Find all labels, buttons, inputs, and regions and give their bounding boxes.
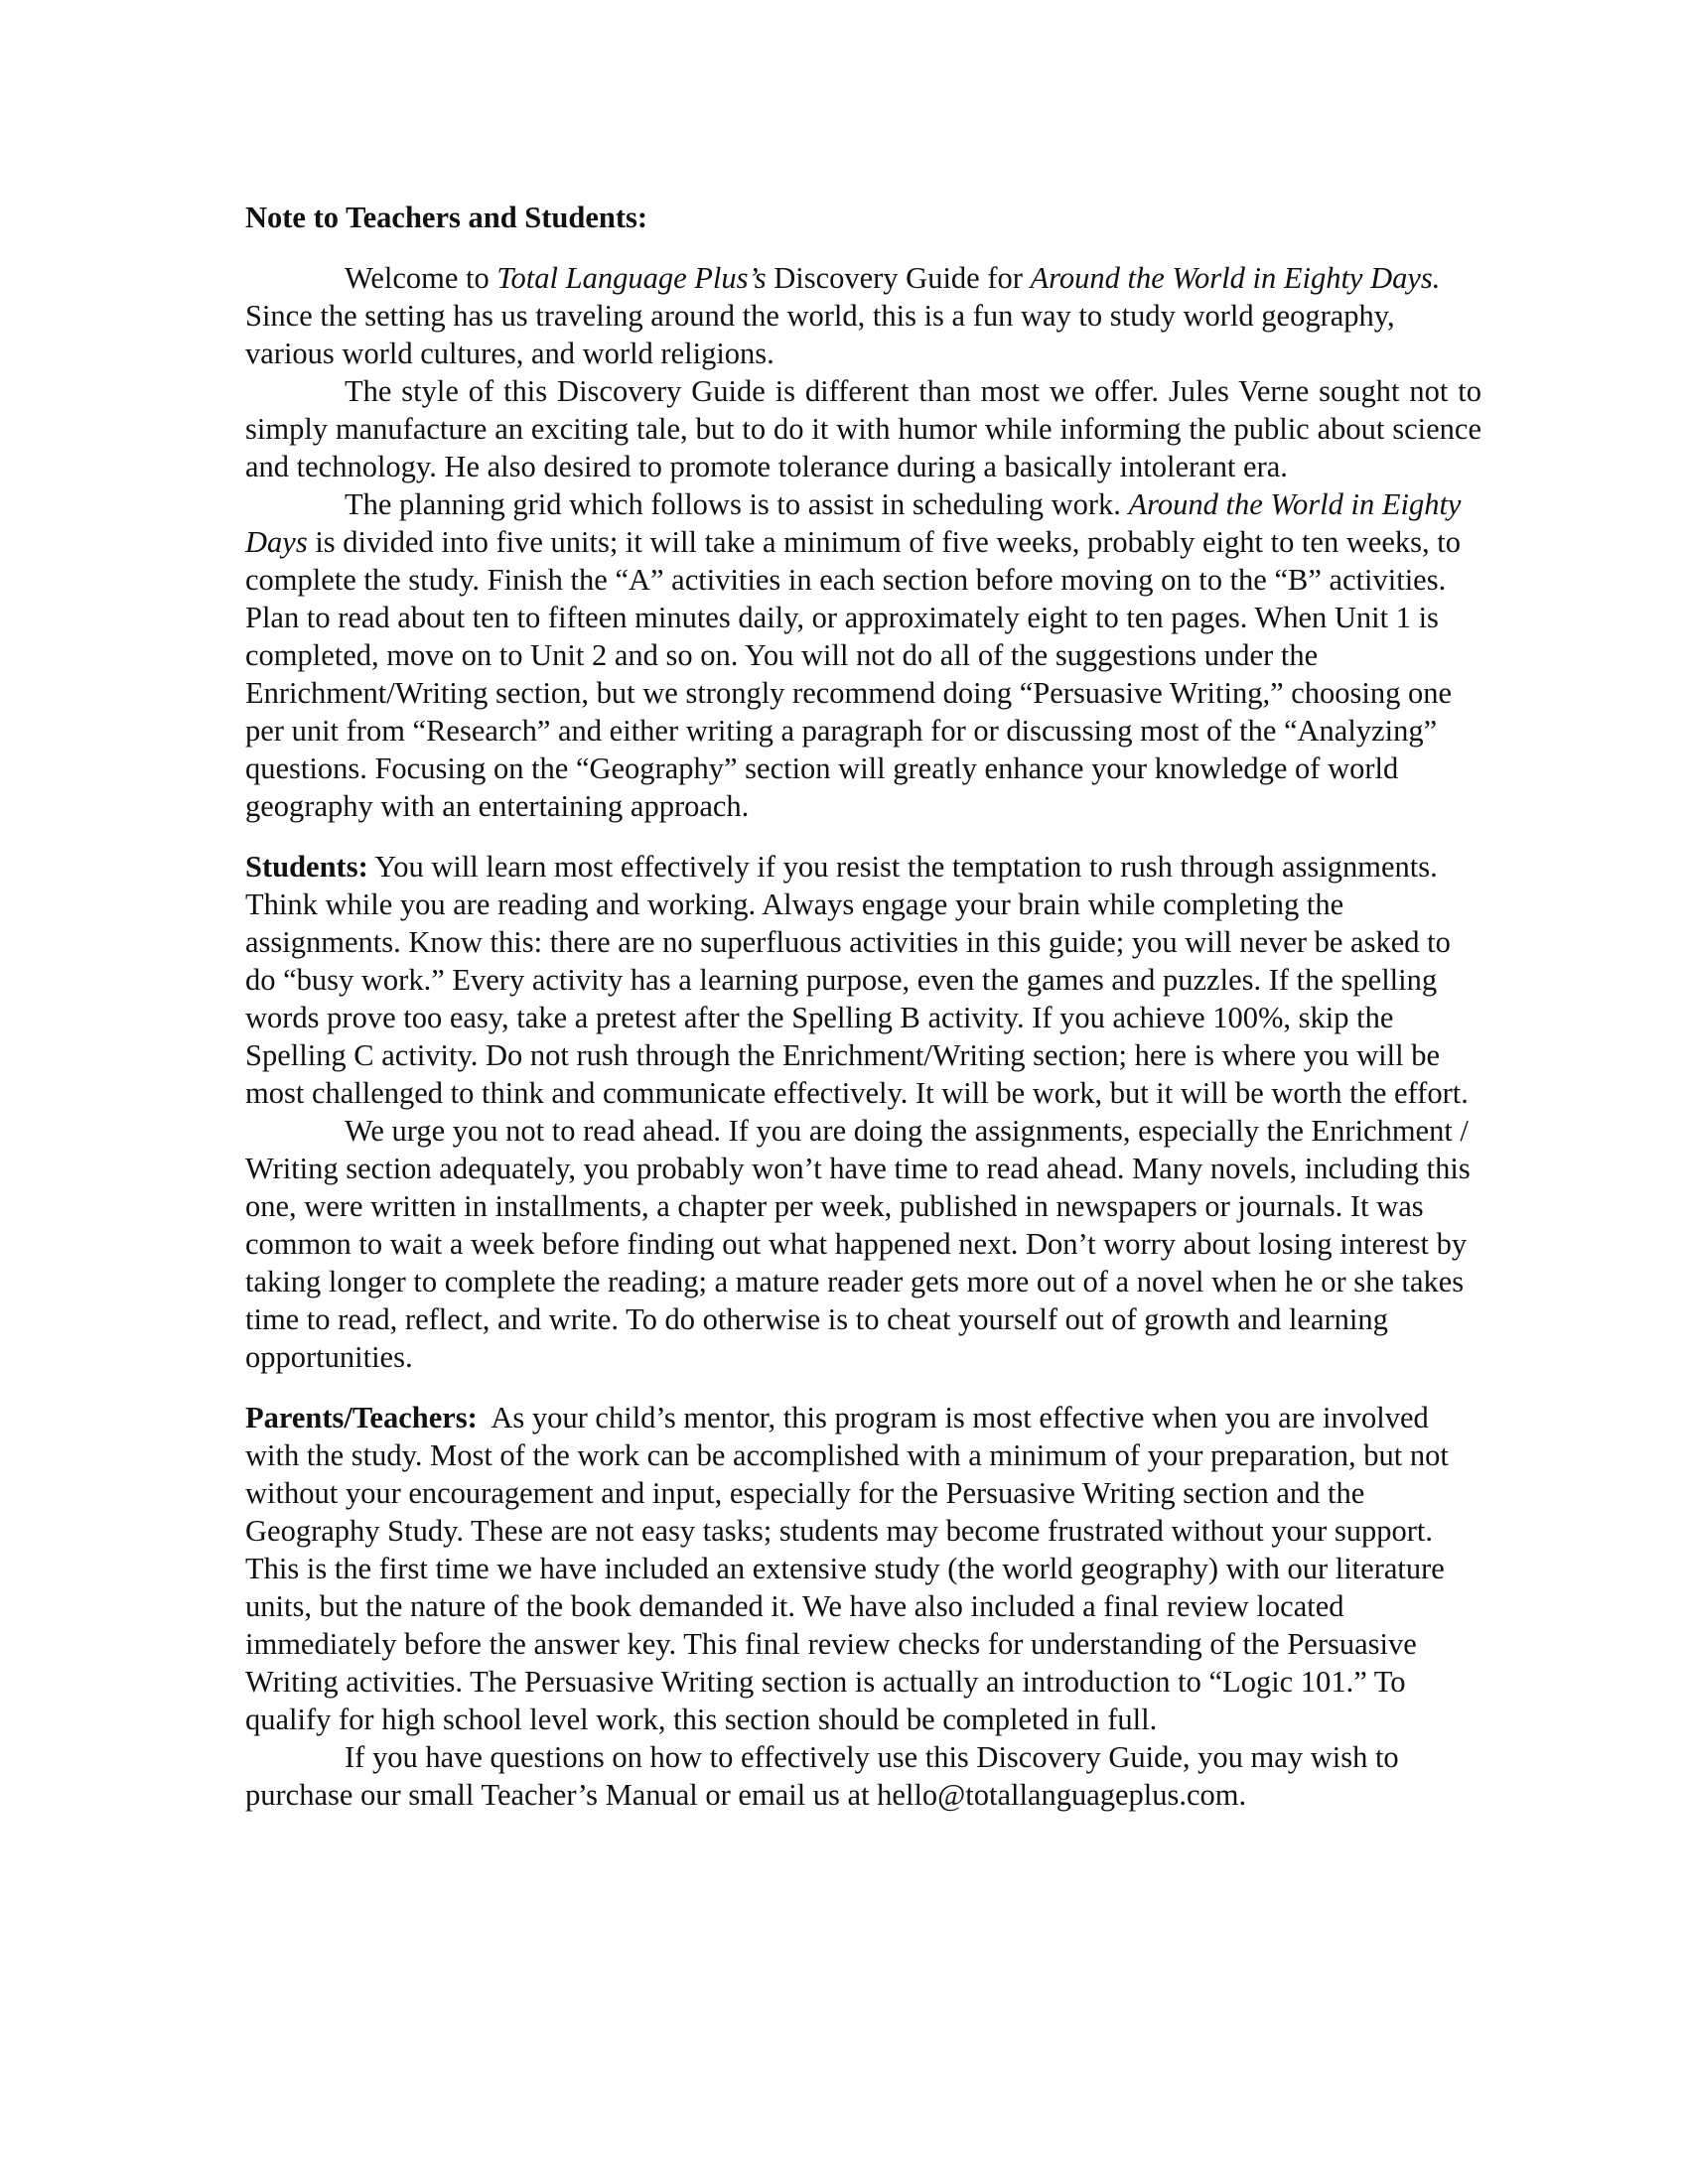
intro-paragraph-2: The style of this Discovery Guide is different than most we offer. Jules Verne sought not to simply manufacture an exciting tale, but to do it with humor while informing the public about science and technology. He also desired to promote tolerance during a basically intolerant era.: [245, 374, 1481, 483]
intro-p3-book-title: Around the World in Eighty Days: [245, 487, 1462, 559]
students-paragraph-2: We urge you not to read ahead. If you are doing the assignments, especially the Enrichment / Writing section adequately, you probably won’t have time to read ahead. Many novels, including this one, were written in installments, a chapter per week, published in newspapers or journals. It was common to wait a week before finding out what happened next. Don’t worry about losing interest by taking longer to complete the reading; a mature reader gets more out of a novel when he or she takes time to read, reflect, and write. To do otherwise is to cheat yourself out of growth and learning opportunities.: [245, 1114, 1471, 1374]
intro-p1-book-title: Around the World in Eighty Days.: [1030, 261, 1441, 295]
parents-label: Parents/Teachers:: [245, 1401, 478, 1434]
intro-paragraph-1: [245, 259, 1481, 372]
intro-p3-text-c: is divided into five units; it will take a minimum of five weeks, probably eight to ten weeks, to complete the study. Finish the “A” activities in each section before moving on to the “B” activities. Plan to read about ten to fifteen minutes daily, or approximately eight to ten pages. When Unit 1 is completed, move on to Unit 2 and so on. You will not do all of the suggestions under the Enrichment/Writing section, but we strongly recommend doing “Persuasive Writing,” choosing one per unit from “Research” and either writing a paragraph for or discussing most of the “Analyzing” questions. Focusing on the “Geography” section will greatly enhance your knowledge of world geography with an entertaining approach.: [245, 525, 1462, 823]
intro-p1-text-e: Since the setting has us traveling around the world, this is a fun way to study world geography, various world cultures, and world religions.: [245, 299, 1395, 370]
intro-paragraph-3: [245, 485, 1481, 825]
intro-p3-text-a: The planning grid which follows is to assist in scheduling work.: [345, 487, 1129, 521]
intro-p1-text-a: Welcome to: [345, 261, 497, 295]
intro-p1-text-c: Discovery Guide for: [766, 261, 1031, 295]
parents-paragraph-2: If you have questions on how to effectively use this Discovery Guide, you may wish to purchase our small Teacher’s Manual or email us at hello@totallanguageplus.com.: [245, 1740, 1399, 1812]
students-label: Students:: [245, 850, 368, 884]
intro-p1-publisher: Total Language Plus’s: [496, 261, 767, 295]
document-page: [245, 199, 1481, 1814]
parents-paragraph-1: [245, 1399, 1481, 1738]
page-heading: Note to Teachers and Students:: [245, 201, 648, 234]
students-p1-text: You will learn most effectively if you resist the temptation to rush through assignments. Think while you are reading and working. Always engage your brain while completing the assignments. Know this: there are no superfluous activities in this guide; you will never be asked to do “busy work.” Every activity has a learning purpose, even the games and puzzles. If the spelling words prove too easy, take a pretest after the Spelling B activity. If you achieve 100%, skip the Spelling C activity. Do not rush through the Enrichment/Writing section; here is where you will be most challenged to think and communicate effectively. It will be work, but it will be worth the effort.: [245, 850, 1469, 1110]
parents-p1-text: As your child’s mentor, this program is most effective when you are involved with the study. Most of the work can be accomplished with a minimum of your preparation, but not without your encouragement and input, especially for the Persuasive Writing section and the Geography Study. These are not easy tasks; students may become frustrated without your support. This is the first time we have included an extensive study (the world geography) with our literature units, but the nature of the book demanded it. We have also included a final review located immediately before the answer key. This final review checks for understanding of the Persuasive Writing activities. The Persuasive Writing section is actually an introduction to “Logic 101.” To qualify for high school level work, this section should be completed in full.: [245, 1401, 1457, 1736]
students-paragraph-1: [245, 848, 1481, 1112]
